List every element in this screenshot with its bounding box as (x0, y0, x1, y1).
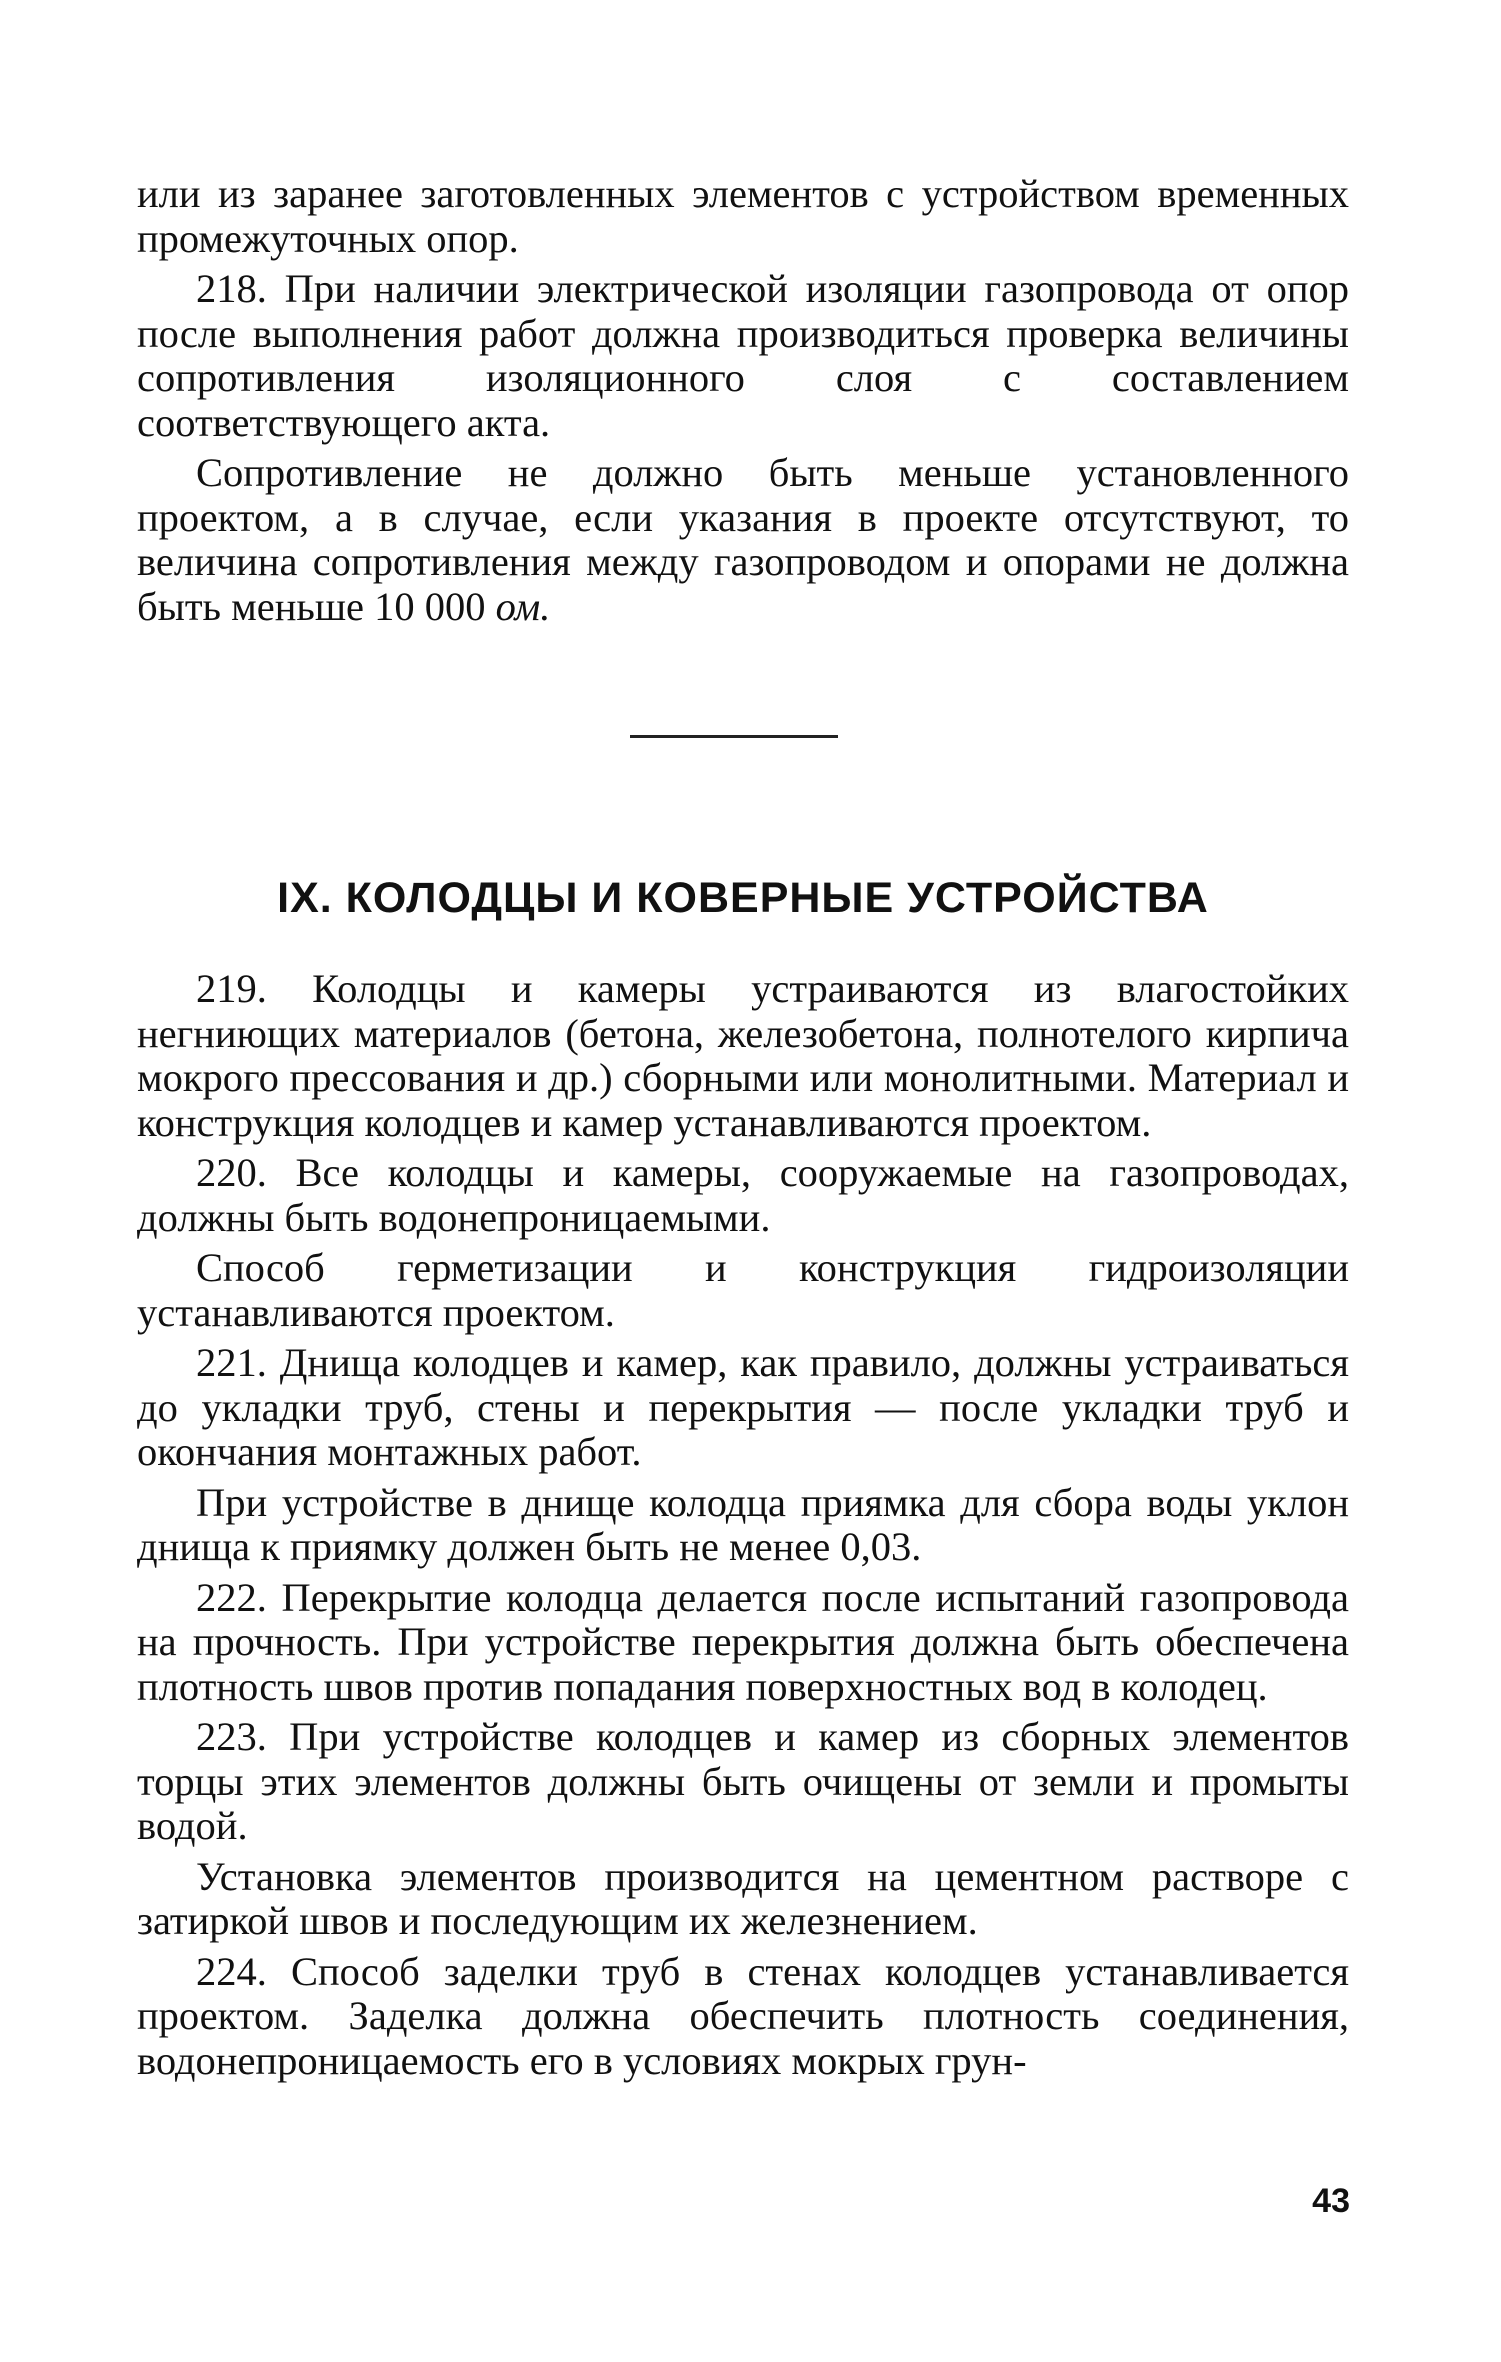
paragraph-220: 220. Все колодцы и камеры, сооружаемые на газопроводах, должны быть водонепроницаемыми. (137, 1150, 1349, 1240)
paragraph-223: 223. При устройстве колодцев и камер из сборных элементов торцы этих элементов должны быть очищены от земли и промыты водой. (137, 1714, 1349, 1848)
paragraph-224: 224. Способ заделки труб в стенах колодцев устанавливается проектом. Заделка должна обеспечить плотность соединения, водонепроницаемость его в условиях мокрых грун- (137, 1948, 1349, 2083)
paragraph-sealing: Способ герметизации и конструкция гидроизоляции устанавливаются проектом. (137, 1245, 1349, 1335)
paragraph-219: 219. Колодцы и камеры устраиваются из влагостойких негниющих материалов (бетона, железобетона, полнотелого кирпича мокрого прессования и др.) сборными или монолитными. Материал и конструкция колодцев и камер устанавливаются проектом. (137, 966, 1349, 1145)
section-heading: IX. КОЛОДЦЫ И КОВЕРНЫЕ УСТРОЙСТВА (277, 874, 1209, 922)
paragraph-continuation: или из заранее заготовленных элементов с устройством временных промежуточных опор. (137, 171, 1349, 261)
paragraph-pit: При устройстве в днище колодца приямка для сбора воды уклон днища к приямку должен быть не менее 0,03. (137, 1479, 1349, 1569)
paragraph-221: 221. Днища колодцев и камер, как правило, должны устраиваться до укладки труб, стены и перекрытия — после укладки труб и окончания монтажных работ. (137, 1340, 1349, 1474)
paragraph-218: 218. При наличии электрической изоляции газопровода от опор после выполнения работ должна производиться проверка величины сопротивления изоляционного слоя с составлением соответствующего акта. (137, 266, 1349, 445)
section-text-block (137, 967, 1349, 2083)
page-number: 43 (1312, 2182, 1350, 2220)
unit-ohm: ом. (495, 583, 551, 629)
paragraph-resistance (137, 451, 1349, 629)
paragraph-resistance-text: Сопротивление не должно быть меньше установленного проектом, а в случае, если указания в проекте отсутствуют, то величина сопротивления между газопроводом и опорами не должна быть меньше 10 000 (137, 450, 1349, 629)
paragraph-222: 222. Перекрытие колодца делается после испытаний газопровода на прочность. При устройстве перекрытия должна быть обеспечена плотность швов против попадания поверхностных вод в колодец. (137, 1574, 1349, 1709)
section-divider (630, 735, 838, 738)
paragraph-installation: Установка элементов производится на цементном растворе с затиркой швов и последующим их железнением. (137, 1853, 1349, 1943)
top-text-block (137, 172, 1349, 629)
